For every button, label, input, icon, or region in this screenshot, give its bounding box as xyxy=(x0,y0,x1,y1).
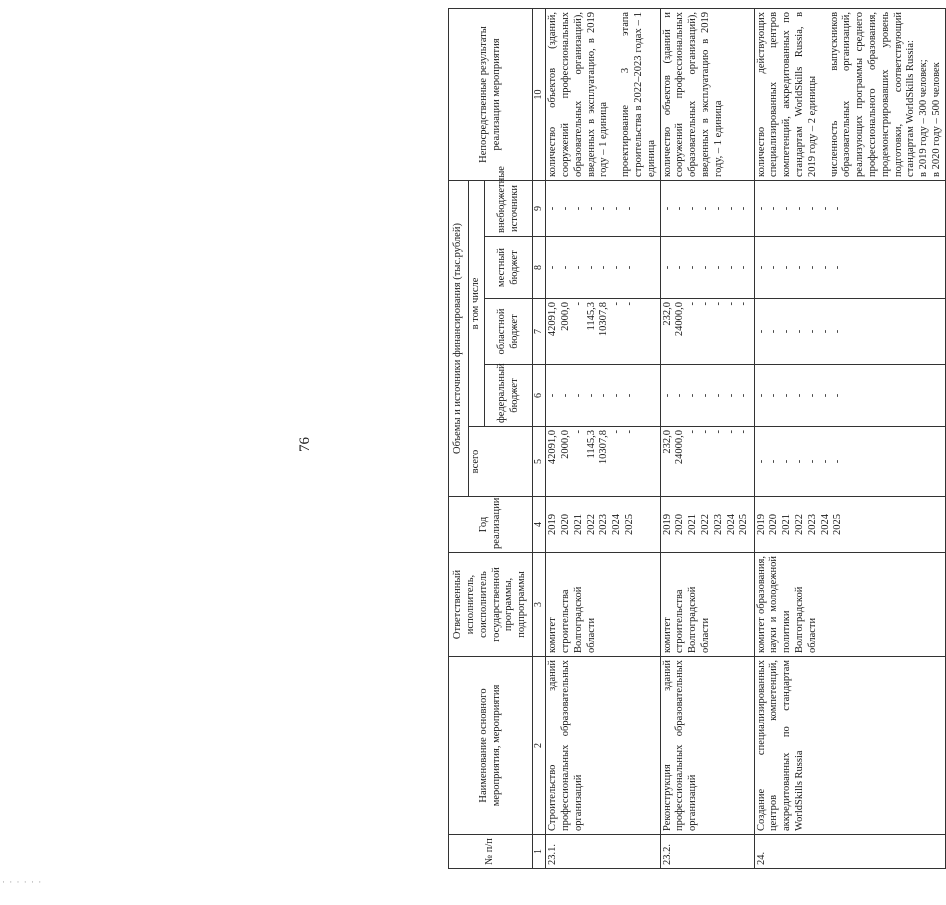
col-number: 4 xyxy=(533,497,546,553)
table-row xyxy=(660,8,754,868)
header-executor: Ответственный исполнитель, соисполнитель государственной программы, подпрограммы xyxy=(449,553,533,657)
row-mest: - - - - - - - xyxy=(660,237,754,299)
result-text: количество действующих специализированных центров компетенций, аккредитованных по стандартам WorldSkills Russia, в 2019 году – 2 единицы xyxy=(755,11,818,177)
row-years: 2019 2020 2021 2022 2023 2024 2025 xyxy=(660,497,754,553)
row-name: Строительство зданий профессиональных образовательных организаций xyxy=(546,657,660,835)
row-result xyxy=(660,8,754,180)
row-years: 2019 2020 2021 2022 2023 2024 2025 xyxy=(754,497,945,553)
header-vneb: внебюджетные источники xyxy=(485,180,533,236)
result-text: в 2019 году – 300 человек; в 2020 году – 500 человек xyxy=(918,59,942,177)
header-mest: местный бюджет xyxy=(485,237,533,299)
program-table xyxy=(448,8,946,869)
header-result: Непосредственные результаты реализации мероприятия xyxy=(449,8,533,180)
result-text: численность выпускников образовательных организаций, реализующих программы среднего профессионального образования, продемонстрировавших уровень подготовки, соответствующий стандартам WorldSkills Russia: xyxy=(828,11,917,177)
header-name: Наименование основного мероприятия, мероприятия xyxy=(449,657,533,835)
header-year: Год реализации xyxy=(449,497,533,553)
row-fed: - - - - - - - xyxy=(660,365,754,427)
row-vneb: - - - - - - - xyxy=(754,180,945,236)
row-obl: 232,0 24000,0 - - - - - xyxy=(660,299,754,365)
row-number: 23.2. xyxy=(660,835,754,869)
header-total: всего xyxy=(469,427,533,497)
row-total: 232,0 24000,0 - - - - - xyxy=(660,427,754,497)
header-incl: в том числе xyxy=(469,180,485,426)
col-number: 8 xyxy=(533,237,546,299)
header-finance-group: Объемы и источники финансирования (тыс.рублей) xyxy=(449,180,469,496)
row-total: 42091,0 2000,0 - 1145,3 10307,8 - - xyxy=(546,427,660,497)
result-text: проектирование 3 этапа строительства в 2022–2023 годах – 1 единица xyxy=(620,11,657,177)
result-text: количество объектов (зданий и сооружений профессиональных образовательных организаций), введенных в эксплуатацию в 2019 году, – 1 единица xyxy=(661,11,724,177)
row-name: Реконструкция зданий профессиональных образовательных организаций xyxy=(660,657,754,835)
table-row xyxy=(754,8,945,868)
row-obl: - - - - - - - xyxy=(754,299,945,365)
header-num: № п/п xyxy=(449,835,533,869)
row-executor: комитет строительства Волгоградской области xyxy=(660,553,754,657)
row-total: - - - - - - - xyxy=(754,427,945,497)
header-fed: федеральный бюджет xyxy=(485,365,533,427)
row-mest: - - - - - - - xyxy=(546,237,660,299)
row-executor: комитет строительства Волгоградской области xyxy=(546,553,660,657)
header-obl: областной бюджет xyxy=(485,299,533,365)
col-number: 3 xyxy=(533,553,546,657)
result-text: количество объектов (зданий, сооружений профессиональных образовательных организаций), введенных в эксплуатацию, в 2019 году – 1 единица xyxy=(547,11,610,177)
scan-margin-mark: · · · · · · xyxy=(2,877,43,887)
row-executor: комитет образования, науки и молодежной политики Волгоградской области xyxy=(754,553,945,657)
row-mest: - - - - - - - xyxy=(754,237,945,299)
col-number: 1 xyxy=(533,835,546,869)
page-number: 76 xyxy=(297,437,313,452)
row-fed: - - - - - - - xyxy=(754,365,945,427)
col-number: 9 xyxy=(533,180,546,236)
row-result xyxy=(754,8,945,180)
row-vneb: - - - - - - - xyxy=(660,180,754,236)
col-number: 6 xyxy=(533,365,546,427)
row-obl: 42091,0 2000,0 - 1145,3 10307,8 - - xyxy=(546,299,660,365)
col-number: 2 xyxy=(533,657,546,835)
row-result xyxy=(546,8,660,180)
col-number: 7 xyxy=(533,299,546,365)
row-vneb: - - - - - - - xyxy=(546,180,660,236)
row-number: 23.1. xyxy=(546,835,660,869)
row-years: 2019 2020 2021 2022 2023 2024 2025 xyxy=(546,497,660,553)
col-number: 5 xyxy=(533,427,546,497)
col-number: 10 xyxy=(533,8,546,180)
row-fed: - - - - - - - xyxy=(546,365,660,427)
row-number: 24. xyxy=(754,835,945,869)
table-row xyxy=(546,8,660,868)
row-name: Создание специализированных центров компетенций, аккредитованных по стандартам WorldSkills Russia xyxy=(754,657,945,835)
